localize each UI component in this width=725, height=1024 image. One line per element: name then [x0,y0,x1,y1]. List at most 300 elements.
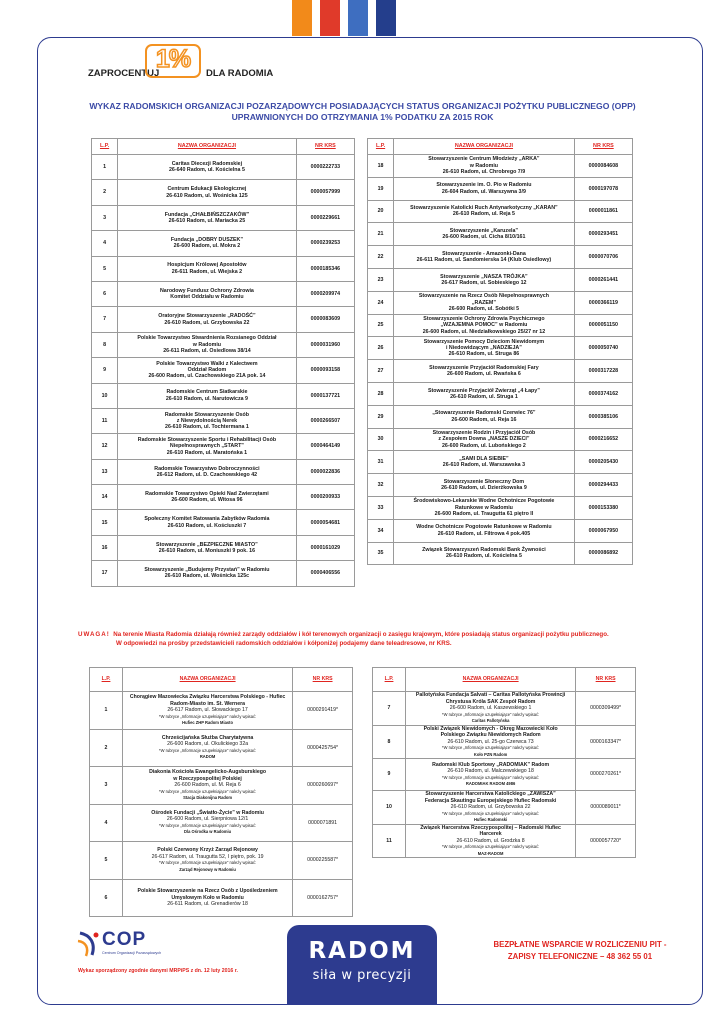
branches-table-left [89,667,353,917]
row-number: 10 [92,383,118,408]
organization-name [118,510,297,535]
organization-name-line: Stowarzyszenie im. O. Pio w Radomiu [436,182,532,189]
krs-number: 0000161029 [296,535,354,560]
table-row [90,879,353,917]
organization-name-line: i Niedowidzącym „NADZIEJA” [445,345,522,352]
organization-name-line: Społeczny Komitet Ratowania Zabytków Radomia [144,516,270,523]
table-row [92,180,355,205]
krs-number: 0000291419* [293,692,353,730]
column-header-lp: L.P. [368,139,394,155]
krs-number: 0000425754* [293,729,353,767]
organization-name [118,535,297,560]
organization-name [118,459,297,484]
krs-number: 0000270261* [576,759,636,791]
organization-name-line: z Niewydolnością Nerek [176,417,238,424]
table-row [373,759,636,791]
organizations-table-left [91,138,355,587]
document-title [60,101,665,123]
organization-name-line: 26-610 Radom, ul. Maratońska 1 [166,449,248,456]
row-number: 11 [92,408,118,433]
organization-address: 26-600 Radom, ul. M. Reja 6 [174,782,241,788]
table-row [368,268,633,291]
organization-name-line: 26-600 Radom, ul. Czachowskiego 21A pok. 14 [148,373,266,380]
organization-address: 26-600 Radom, ul. Sierpniowa 12/1 [166,816,249,823]
organization-name-line: Polskie Stowarzyszenie na Rzecz Osób z Upośledzeniem [137,888,278,894]
table-row [92,434,355,459]
organization-name-line: 26-640 Radom, ul. Kościelna 5 [168,167,245,174]
table-row [368,360,633,383]
organization-name [406,759,576,791]
column-header-name: NAZWA ORGANIZACJI [394,139,575,155]
row-number: 2 [90,729,123,767]
organization-name [118,434,297,459]
organization-address: 26-617 Radom, ul. Słowackiego 17 [167,707,248,713]
organization-name-line: Narodowy Fundusz Ochrony Zdrowia [159,287,254,294]
organization-name-line: Stowarzyszenie Słoneczny Dom [443,478,525,485]
organization-name [394,314,575,337]
organization-name [123,879,293,917]
krs-number: 0000162757* [293,879,353,917]
row-number: 8 [373,725,406,759]
organization-name [123,729,293,767]
table-header-row [92,139,355,155]
table-header-row [368,139,633,155]
organization-name [394,542,575,565]
additional-info-value: Zarząd Rejonowy w Radomiu [179,866,236,872]
krs-number: 0000309499* [576,692,636,726]
radom-logo [287,925,437,1005]
table-row [368,519,633,542]
organization-name [394,405,575,428]
organization-name-line: Stowarzyszenie Przyjaciół Radomskiej Fary [429,364,539,371]
organization-name [394,200,575,223]
organization-name [118,205,297,230]
krs-number: 0000086892 [574,542,632,565]
row-number: 31 [368,451,394,474]
organization-name-line: Stowarzyszenie „Budujemy Przystań” w Radomiu [144,567,270,574]
krs-number: 0000083609 [296,307,354,332]
krs-number: 0000093158 [296,358,354,383]
row-number: 9 [92,358,118,383]
organization-name [118,307,297,332]
row-number: 35 [368,542,394,565]
organization-name-line: Polskie Towarzystwo Stwardnienia Rozsianego Oddział [137,335,277,342]
row-number: 14 [92,485,118,510]
organization-name [123,804,293,842]
krs-number: 0000464149 [296,434,354,459]
organization-name-line: „RAZEM” [471,299,496,306]
organization-name-line: 26-610 Radom, ul. Reja 5 [452,211,515,218]
row-number: 1 [92,155,118,180]
organization-name-line: Polski Czerwony Krzyż Zarząd Rejonowy [157,847,258,854]
organization-name-line: Radomskie Stowarzyszenie Osób [164,411,250,418]
organization-name [394,155,575,178]
row-number: 7 [92,307,118,332]
krs-number: 0000293451 [574,223,632,246]
organizations-table-right [367,138,633,565]
organization-name [394,268,575,291]
organization-name [394,223,575,246]
table-row [92,205,355,230]
additional-info-note: *W rubryce „Informacje uzupełniające” należy wpisać: [159,747,257,753]
row-number: 4 [90,804,123,842]
stripe-navy [376,0,396,36]
table-row [90,729,353,767]
organization-name-line: 26-610 Radom, ul. Mariacka 25 [168,217,246,224]
organization-name-line: 26-610 Radom, ul. Kościuszki 7 [167,522,247,529]
additional-info-value: MAZ-RADOM [477,850,504,856]
row-number: 15 [92,510,118,535]
organization-name-line: 26-610 Radom, ul. Chrobrego 7/9 [442,169,526,176]
column-header-krs: NR KRS [296,139,354,155]
row-number: 12 [92,434,118,459]
column-header-name: NAZWA ORGANIZACJI [123,668,293,692]
organization-name-line: Wodne Ochotnicze Pogotowie Ratunkowe w Radomiu [416,524,552,531]
organization-name-line: Ratunkowe w Radomiu [454,504,513,511]
row-number: 3 [90,767,123,805]
row-number: 20 [368,200,394,223]
organization-name [394,428,575,451]
organization-name-line: Radomskie Towarzystwo Opieki Nad Zwierzętami [145,490,269,497]
table-row [92,383,355,408]
organization-name-line: 26-610 Radom, ul. Wośnicka 125 [166,192,248,199]
row-number: 3 [92,205,118,230]
krs-number: 0000261441 [574,268,632,291]
organization-name-line: Stowarzyszenie - Amazonki-Dana [442,250,526,257]
row-number: 18 [368,155,394,178]
row-number: 27 [368,360,394,383]
radom-logo-name: RADOM [308,938,416,964]
organization-name [118,231,297,256]
organization-name-line: Stowarzyszenie Przyjaciół Zwierząt „4 Łapy” [427,387,540,394]
column-header-krs: NR KRS [293,668,353,692]
one-percent-logo-text: 1% [155,45,191,73]
krs-number: 0000205430 [574,451,632,474]
organization-name-line: 26-610 Radom, ul. Warszawska 3 [442,462,526,469]
krs-number: 0000057720* [576,824,636,858]
organization-name-line: 26-600 Radom, ul. Reja 16 [451,416,517,423]
row-number: 29 [368,405,394,428]
additional-info-value: Hufiec ZHP Radom Miasto [182,720,234,725]
additional-info-note: *W rubryce „Informacje uzupełniające” należy wpisać: [159,860,257,866]
krs-number: 0000057999 [296,180,354,205]
row-number: 11 [373,824,406,858]
organization-name-line: Hospicjum Królowej Apostołów [167,262,247,269]
organization-address: 26-610 Radom, ul. 25-go Czerwca 73 [447,738,534,745]
table-row [92,408,355,433]
additional-info-note: *W rubryce „Informacje uzupełniające” należy wpisać: [442,844,540,849]
organization-name-line: 26-610 Radom, ul. Struga 1 [450,393,518,400]
table-row [92,561,355,586]
column-header-name: NAZWA ORGANIZACJI [118,139,297,155]
krs-number: 0000022836 [296,459,354,484]
additional-info-value: Hufiec Radomski [473,817,508,822]
organization-name-line: Diakonia Kościoła Ewangelicko-Augsburskiego [149,769,267,775]
additional-info-value: Caritas Pallotyńska [471,718,510,723]
organization-name-line: 26-611 Radom, ul. Sandomierska 14 (Klub Osiedlowy) [416,257,552,264]
stripe-blue [348,0,368,36]
row-number: 28 [368,382,394,405]
krs-number: 0000197078 [574,177,632,200]
organization-name-line: Federacja Skautingu Europejskiego Hufiec Radomski [424,797,557,804]
organization-name-line: Środowiskowo-Lekarskie Wodne Ochotnicze Pogotowie [413,498,555,505]
table-row [92,332,355,357]
organization-name-line: 26-600 Radom, ul. Traugutta 61 piętro II [434,511,534,517]
organization-name-line: 26-604 Radom, ul. Warszywna 3/9 [441,188,526,195]
organization-name-line: 26-612 Radom, ul. D. Czachowskiego 42 [156,471,258,478]
table-row [373,824,636,858]
header-right-text: DLA RADOMIA [206,68,274,79]
uwaga-label: UWAGA! [78,631,110,638]
krs-number: 0000051150 [574,314,632,337]
krs-number: 0000385106 [574,405,632,428]
branches-table-right [372,667,636,858]
organization-name-line: 26-610 Radom, ul. Struga 86 [448,351,520,358]
organization-name-line: Polskie Towarzystwo Walki z Kalectwem [156,360,258,367]
table-row [368,155,633,178]
organization-name-line: 26-600 Radom, ul. Cicha 8/10/161 [442,234,526,241]
table-row [92,231,355,256]
table-row [368,542,633,565]
organization-name-line: 26-610 Radom, ul. Filtrowa 4 pok.405 [437,530,531,537]
table-row [373,791,636,825]
additional-info-value: RADOMIAK RADOM 4986 [465,781,516,786]
table-row [92,459,355,484]
krs-number: 0000089011* [576,791,636,825]
row-number: 21 [368,223,394,246]
additional-info-note: *W rubryce „Informacje uzupełniające” należy wpisać: [159,713,257,719]
krs-number: 0000260697* [293,767,353,805]
organization-address: 26-610 Radom, ul. Grodzka 8 [456,837,525,844]
krs-number: 0000163347* [576,725,636,759]
organization-name [394,177,575,200]
row-number: 17 [92,561,118,586]
row-number: 33 [368,496,394,519]
organization-name-line: 26-610 Radom, ul. Wośnicka 125c [164,573,250,580]
organization-name-line: Komitet Oddziału w Radomiu [170,294,244,301]
organization-name [118,155,297,180]
krs-number: 0000050740 [574,337,632,360]
krs-number: 0000239253 [296,231,354,256]
organization-name [394,474,575,497]
organization-name [123,692,293,730]
table-row [368,223,633,246]
organization-name-line: Stowarzyszenie Rodzin i Przyjaciół Osób [432,430,536,437]
organization-name [123,842,293,880]
organization-name [394,360,575,383]
organization-name-line: Związek Stowarzyszeń Radomski Bank Żywności [422,547,546,554]
row-number: 25 [368,314,394,337]
table-row [368,451,633,474]
table-row [90,692,353,730]
organization-name-line: 26-610 Radom, ul. Moniuszki 9 pok. 16 [158,548,256,555]
organization-name [394,519,575,542]
organization-name-line: 26-610 Radom, ul. Tochtermana 1 [165,424,249,431]
organization-name-line: Radomskie Centrum Siatkarskie [166,389,248,396]
cop-swirl-icon [76,929,102,959]
table-row [368,337,633,360]
organization-name-line: Stowarzyszenie „NASZA TRÓJKA” [440,273,528,280]
row-number: 22 [368,246,394,269]
organization-name [406,692,576,726]
krs-number: 0000137721 [296,383,354,408]
krs-number: 0000317228 [574,360,632,383]
krs-number: 0000366119 [574,291,632,314]
organization-name [118,383,297,408]
row-number: 30 [368,428,394,451]
organization-name [406,791,576,825]
organization-name-line: Chrystusa Króla SAK Zespół Radom [445,698,536,705]
header-left-text: ZAPROCENTUJ [88,68,160,79]
organization-name-line: Fundacja „DOBRY DUSZEK” [170,237,243,244]
organization-name [394,337,575,360]
organization-name-line: Chrześcijańska Służba Charytatywna [161,734,254,741]
krs-number: 0000185346 [296,256,354,281]
row-number: 5 [92,256,118,281]
uwaga-line-1: Na terenie Miasta Radomia działają również zarządy oddziałów i kół terenowych organizacji o zasięgu krajowym, które posiadają status organizacji pożytku publicznego. [113,631,609,638]
organization-name-line: Stowarzyszenie Ochrony Zdrowia Psychicznego [423,316,545,323]
campaign-header [88,44,388,86]
organization-name-line: Radomski Klub Sportowy „RADOMIAK” Radom [432,761,550,768]
organization-name [394,382,575,405]
row-number: 16 [92,535,118,560]
table-row [368,428,633,451]
organization-name-line: „Stowarzyszenie Radomski Czerwiec 76” [432,410,536,417]
table-row [368,496,633,519]
organization-name-line: 26-600 Radom, ul. Witosa 96 [171,497,243,504]
organization-name-line: 26-610 Radom, ul. Dzierżkowska 9 [441,485,527,492]
organization-name-line: Radomskie Stowarzyszenie Sportu i Rehabilitacji Osób [137,437,277,444]
table-row [368,474,633,497]
organization-name-line: Polskiego Związku Niewidomych Radom [440,732,541,738]
additional-info-value: Stacja Diakonijna Radom [183,795,233,800]
krs-number: 0000294433 [574,474,632,497]
cop-logo [76,929,176,963]
column-header-lp: L.P. [92,139,118,155]
table-row [90,767,353,805]
organization-name-line: Chorągiew Mazowiecka Związku Harcerstwa Polskiego - Hufiec [129,694,286,700]
krs-number: 0000209974 [296,281,354,306]
column-header-krs: NR KRS [574,139,632,155]
table-header-row [373,668,636,692]
organization-name [406,824,576,858]
krs-number: 0000054681 [296,510,354,535]
row-number: 23 [368,268,394,291]
organization-address: 26-600 Radom, ul. Okulickiego 32a [167,741,249,748]
row-number: 19 [368,177,394,200]
table-header-row [90,668,353,692]
organization-name-line: 26-600 Radom, ul. Sobótki 5 [448,305,520,312]
organization-address: 26-611 Radom, ul. Grenadierów 18 [167,901,248,907]
additional-info-note: *W rubryce „Informacje uzupełniające” należy wpisać: [159,788,257,794]
table-row [368,314,633,337]
organization-name [406,725,576,759]
organization-name-line: Harcerek [479,831,502,837]
table-row [368,382,633,405]
organization-name-line: Stowarzyszenie „BEZPIECZNE MIASTO” [156,541,258,548]
row-number: 6 [90,879,123,917]
row-number: 32 [368,474,394,497]
krs-number: 0000374162 [574,382,632,405]
organization-name [394,246,575,269]
table-row [368,200,633,223]
organization-name-line: w Radomiu [469,162,499,169]
organization-name [123,767,293,805]
organization-name-line: 26-610 Radom, ul. Grzybowska 22 [164,319,250,326]
column-header-lp: L.P. [373,668,406,692]
organization-name [118,561,297,586]
krs-number: 0000084608 [574,155,632,178]
row-number: 5 [90,842,123,880]
support-line-1: BEZPŁATNE WSPARCIE W ROZLICZENIU PIT - [493,940,667,949]
stripe-red [320,0,340,36]
organization-name [394,451,575,474]
krs-number: 0000406556 [296,561,354,586]
organization-name-line: w Radomiu [192,341,222,348]
row-number: 26 [368,337,394,360]
row-number: 34 [368,519,394,542]
row-number: 9 [373,759,406,791]
table-row [368,177,633,200]
organization-name-line: z Zespołem Downa „NASZE DZIECI” [438,436,530,443]
organization-name [118,180,297,205]
organization-name-line: Radomskie Towarzystwo Dobroczynności [154,465,260,472]
organization-name-line: Niepełnosprawnych „START” [169,443,244,450]
organization-address: 26-610 Radom, ul. Malczewskiego 18 [447,768,534,774]
organization-name [394,496,575,519]
organization-name-line: „SAMI DLA SIEBIE” [459,455,509,462]
table-row [90,842,353,880]
krs-number: 0000229661 [296,205,354,230]
krs-number: 0000070706 [574,246,632,269]
organization-name-line: Stowarzyszenie Pomocy Dzieciom Niewidomym [423,338,545,345]
organization-name-line: Stowarzyszenie na Rzecz Osób Niepełnosprawnych [418,293,549,300]
organization-address: 26-600 Radom, ul. Kaszewskiego 1 [449,705,532,711]
row-number: 4 [92,231,118,256]
table-row [368,291,633,314]
table-row [368,405,633,428]
table-row [92,485,355,510]
cop-logo-subtitle: Centrum Organizacji Pozarządowych [102,951,162,955]
row-number: 13 [92,459,118,484]
organization-name [118,332,297,357]
additional-info-note: *W rubryce „Informacje uzupełniające” należy wpisać: [442,711,540,717]
row-number: 7 [373,692,406,726]
organization-name-line: 26-600 Radom, ul. Lubońskiego 2 [441,442,526,449]
additional-info-note: *W rubryce „Informacje uzupełniające” należy wpisać: [159,822,257,828]
organization-name-line: Stowarzyszenie Centrum Młodzieży „ARKA” [428,156,540,163]
organization-name-line: Oddział Radom [187,367,227,374]
organization-name [394,291,575,314]
organization-name-line: Stowarzyszenie Harcerstwa Katolickiego „ZAWISZA” [425,791,556,797]
organization-name-line: Oratoryjne Stowarzyszenie „RADOŚĆ” [158,313,256,320]
additional-info-value: Dla Ośrodka w Radomiu [184,829,232,835]
pit-support-info [470,939,690,963]
cop-logo-text: COP [102,929,147,950]
row-number: 6 [92,281,118,306]
table-row [92,358,355,383]
organization-name-line: Umysłowym Koło w Radomiu [171,894,244,901]
stripe-orange [292,0,312,36]
additional-info-note: *W rubryce „Informacje uzupełniające” należy wpisać: [442,774,540,780]
row-number: 1 [90,692,123,730]
organization-name-line: Caritas Diecezji Radomskiej [171,160,243,167]
krs-number: 0000011861 [574,200,632,223]
column-header-krs: NR KRS [576,668,636,692]
organization-name-line: 26-610 Radom, ul. Narutowicza 9 [165,395,248,402]
krs-number: 0000200933 [296,485,354,510]
column-header-lp: L.P. [90,668,123,692]
